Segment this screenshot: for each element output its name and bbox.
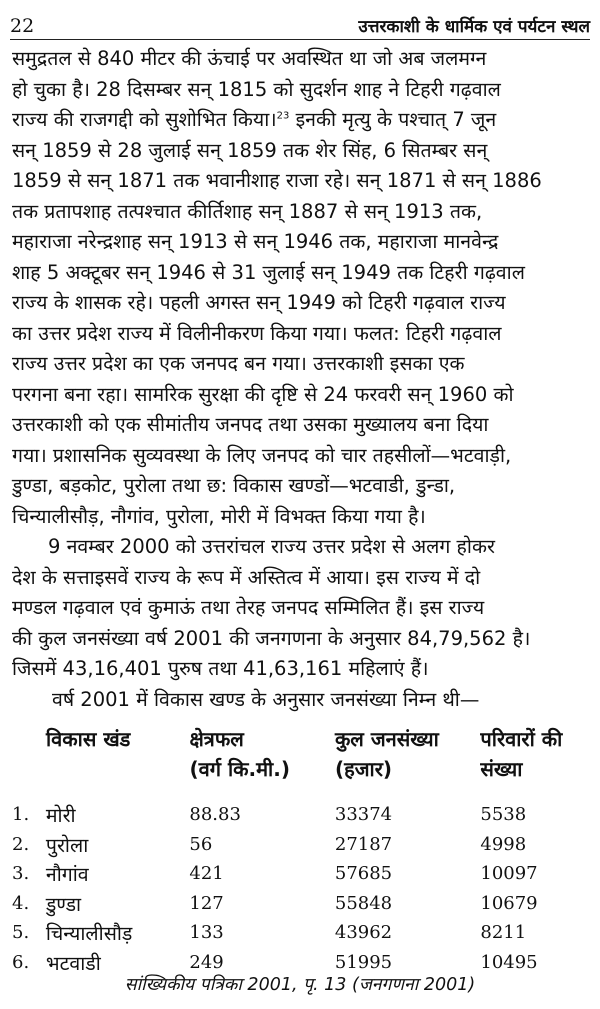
population-value: 51995 [334,951,393,973]
area-value: 249 [189,951,224,973]
text-line: 1859 से सन् 1871 तक भवानीशाह राजा रहे। सन् 1871 से सन् 1886 [12,169,542,192]
text-line: समुद्रतल से 840 मीटर की ऊंचाई पर अवस्थित था जो अब जलमग्न [12,47,487,70]
row-number: 1. [12,804,30,826]
population-value: 27187 [334,833,393,855]
families-value: 10495 [480,951,538,973]
block-name: डुण्डा [45,892,82,916]
header-families: परिवारों की संख्या [480,727,563,781]
table-body [12,800,590,977]
text-line: हो चुका है। 28 दिसम्बर सन् 1815 को सुदर्शन शाह ने टिहरी गढ़वाल [12,77,501,101]
population-value: 43962 [334,922,393,944]
area-value: 421 [189,863,224,885]
area-value: 133 [189,922,224,944]
text-line: राज्य के शासक रहे। पहली अगस्त सन् 1949 को टिहरी गढ़वाल राज्य [12,291,506,314]
footnote-ref: 23 [276,110,290,122]
block-name: नौगांव [45,863,89,887]
block-name: चिन्यालीसौड़ [45,922,133,946]
text-line: राज्य उत्तर प्रदेश का एक जनपद बन गया। उत्तरकाशी इसका एक [12,352,465,375]
text-line: परगना बना रहा। सामरिक सुरक्षा की दृष्टि से 24 फरवरी सन् 1960 को [12,382,514,406]
table-row [12,889,590,919]
block-name: भटवाडी [45,951,101,975]
table-header [12,724,590,784]
text-line: जिसमें 43,16,401 पुरुष तथा 41,63,161 महिलाएं हैं। [12,657,429,680]
text-line: गया। प्रशासनिक सुव्यवस्था के लिए जनपद को चार तहसीलों—भटवाड़ी, [12,443,512,467]
table-row [12,859,590,889]
paragraph-1 [12,44,588,532]
page-number: 22 [10,15,35,37]
population-value: 57685 [334,863,393,885]
population-table [12,724,590,977]
row-number: 5. [12,922,30,944]
text-line: महाराजा नरेन्द्रशाह सन् 1913 से सन् 1946 तक, महाराजा मानवेन्द्र [12,230,499,253]
text-line: की कुल जनसंख्या वर्ष 2001 की जनगणना के अनुसार 84,79,562 है। [12,626,531,650]
text-line: देश के सत्ताइसवें राज्य के रूप में अस्तित्व में आया। इस राज्य में दो [12,565,481,589]
row-number: 6. [12,951,30,973]
text-line: राज्य की राजगद्दी को सुशोभित किया।$^{23}$ इनकी मृत्यु के पश्चात् 7 जून [12,108,497,131]
population-value: 55848 [334,892,393,914]
population-value: 33374 [334,804,393,826]
page-header [10,6,590,40]
block-name: मोरी [45,804,76,828]
families-value: 10097 [480,863,538,885]
text-line: का उत्तर प्रदेश राज्य में विलीनीकरण किया गया। फलत: टिहरी गढ़वाल [12,321,502,345]
row-number: 4. [12,892,30,914]
row-number: 3. [12,863,30,885]
area-value: 56 [189,833,213,855]
header-block: विकास खंड [46,727,131,751]
paragraph-2 [12,532,588,685]
row-number: 2. [12,833,30,855]
header-population: कुल जनसंख्या (हजार) [334,727,439,781]
table-row [12,830,590,860]
families-value: 8211 [480,922,527,944]
text-line: 9 नवम्बर 2000 को उत्तरांचल राज्य उत्तर प्रदेश से अलग होकर [48,535,495,558]
running-title: उत्तरकाशी के धार्मिक एवं पर्यटन स्थल [358,17,590,37]
table-intro: वर्ष 2001 में विकास खण्ड के अनुसार जनसंख्या निम्न थी— [52,687,480,711]
text-line: डुण्डा, बड़कोट, पुरोला तथा छ: विकास खण्डों—भटवाडी, डुन्डा, [12,474,456,497]
block-name: पुरोला [45,833,89,857]
area-value: 88.83 [189,804,241,826]
area-value: 127 [189,892,224,914]
header-area: क्षेत्रफल (वर्ग कि.मी.) [189,727,290,781]
table-source-caption: सांख्यिकीय पत्रिका 2001, पृ. 13 (जनगणना 2001) [124,975,476,995]
text-line: तक प्रतापशाह तत्पश्चात कीर्तिशाह सन् 1887 से सन् 1913 तक, [12,199,483,223]
table-row [12,918,590,948]
text-line: उत्तरकाशी को एक सीमांतीय जनपद तथा उसका मुख्यालय बना दिया [12,413,489,436]
text-line: शाह 5 अक्टूबर सन् 1946 से 31 जुलाई सन् 1949 तक टिहरी गढ़वाल [12,260,525,284]
text-line: सन् 1859 से 28 जुलाई सन् 1859 तक शेर सिंह, 6 सितम्बर सन् [12,138,488,162]
text-line: चिन्यालीसौड़, नौगांव, पुरोला, मोरी में विभक्त किया गया है। [12,504,426,528]
table-row [12,800,590,830]
body-text [12,44,588,715]
families-value: 10679 [480,892,538,914]
text-line: मण्डल गढ़वाल एवं कुमाऊं तथा तेरह जनपद सम्मिलित हैं। इस राज्य [12,596,485,619]
families-value: 5538 [480,804,527,826]
families-value: 4998 [480,833,527,855]
